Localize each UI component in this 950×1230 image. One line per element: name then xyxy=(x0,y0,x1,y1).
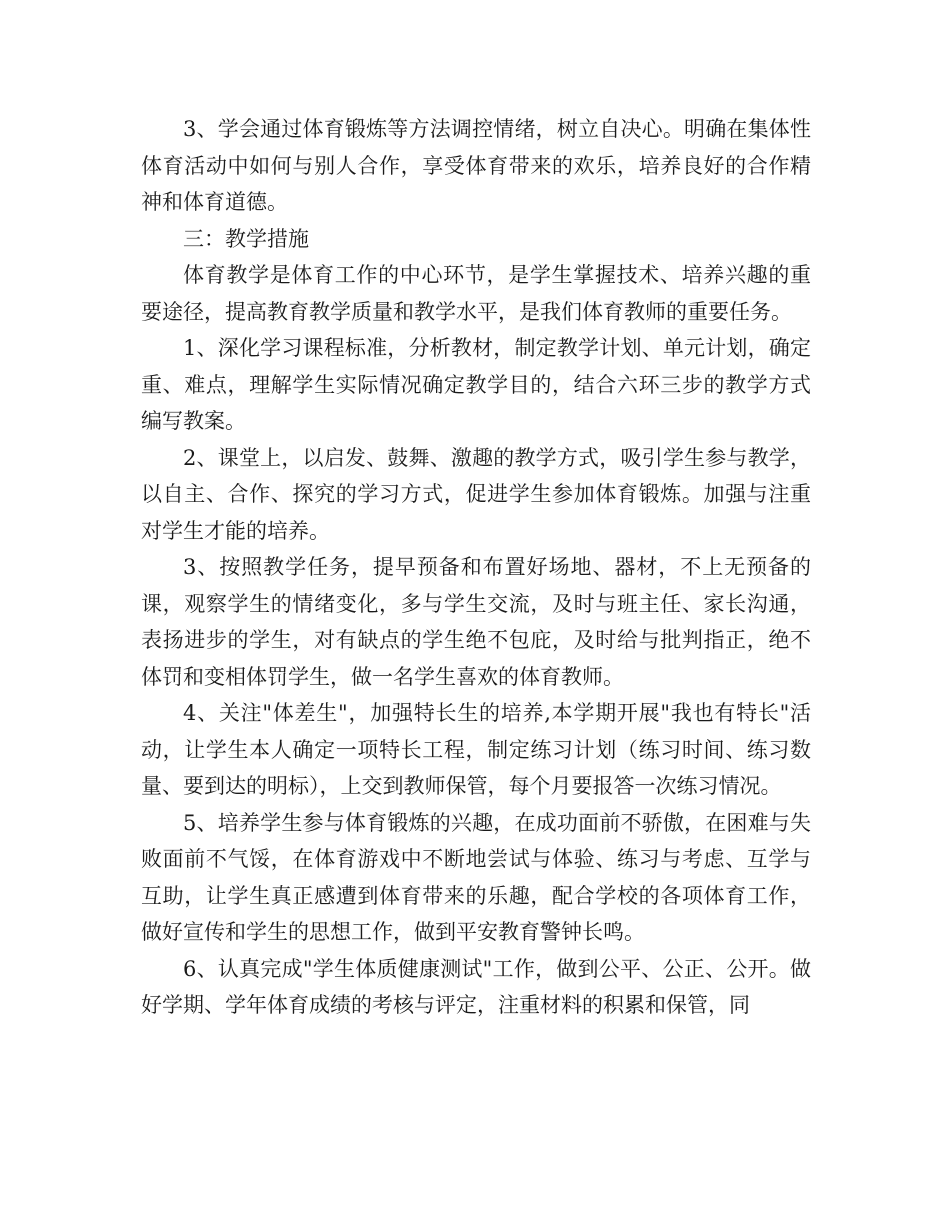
paragraph-measure-2: 2、课堂上，以启发、鼓舞、激趣的教学方式，吸引学生参与教学，以自主、合作、探究的学习方式，促进学生参加体育锻炼。加强与注重对学生才能的培养。 xyxy=(141,445,811,543)
paragraph-measure-1: 1、深化学习课程标准，分析教材，制定教学计划、单元计划，确定重、难点，理解学生实际情况确定教学目的，结合六环三步的教学方式编写教案。 xyxy=(141,336,811,433)
paragraph-measure-6: 6、认真完成"学生体质健康测试"工作，做到公平、公正、公开。做好学期、学年体育成绩的考核与评定，注重材料的积累和保管，同 xyxy=(141,956,811,1017)
paragraph-measure-4: 4、关注"体差生"，加强特长生的培养,本学期开展"我也有特长"活动，让学生本人确定一项特长工程，制定练习计划（练习时间、练习数量、要到达的明标），上交到教师保管，每个月要报答一次练习情况。 xyxy=(141,701,811,798)
paragraph-measure-5: 5、培养学生参与体育锻炼的兴趣，在成功面前不骄傲，在困难与失败面前不气馁，在体育游戏中不断地尝试与体验、练习与考虑、互学与互助，让学生真正感遭到体育带来的乐趣，配合学校的各项体育工作，做好宣传和学生的思想工作，做到平安教育警钟长鸣。 xyxy=(141,810,811,944)
paragraph-intro: 体育教学是体育工作的中心环节，是学生掌握技术、培养兴趣的重要途径，提高教育教学质量和教学水平，是我们体育教师的重要任务。 xyxy=(141,263,811,324)
paragraph-goal-3: 3、学会通过体育锻炼等方法调控情绪，树立自决心。明确在集体性体育活动中如何与别人合作，享受体育带来的欢乐，培养良好的合作精神和体育道德。 xyxy=(141,117,811,214)
document-body xyxy=(141,111,811,1024)
section-heading-teaching-measures: 三：教学措施 xyxy=(183,226,309,251)
paragraph-measure-3: 3、按照教学任务，提早预备和布置好场地、器材，不上无预备的课，观察学生的情绪变化，多与学生交流，及时与班主任、家长沟通，表扬进步的学生，对有缺点的学生绝不包庇，及时给与批判指正，绝不体罚和变相体罚学生，做一名学生喜欢的体育教师。 xyxy=(141,555,811,689)
